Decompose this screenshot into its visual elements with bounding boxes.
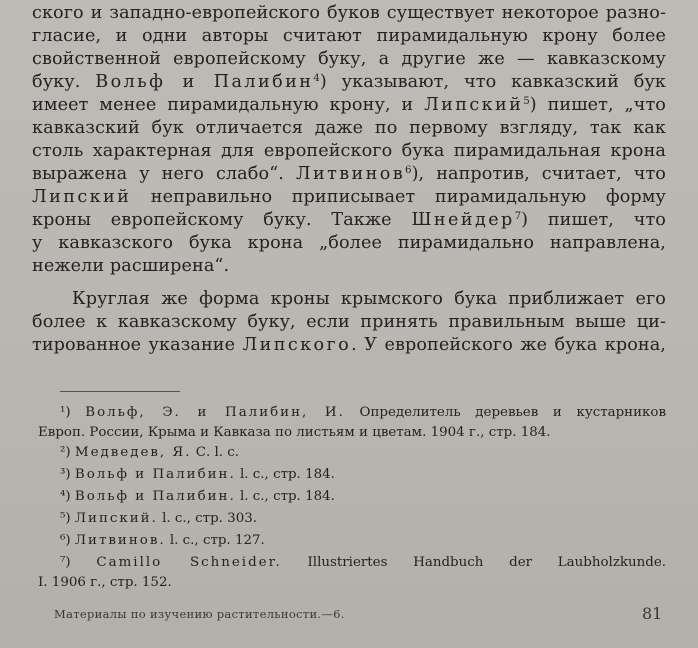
body-line: выражена у него слабо“. Литвинов$^6$), напротив, считает, что [32,164,666,184]
body-line: ского и западно-европейского буков существует некоторое разно- [32,3,666,23]
running-footer: Материалы по изучению растительности.—6. [54,607,345,621]
body-line: у кавказского бука крона „более пирамидально направлена, [32,233,666,253]
body-line: нежели расширена“. [32,256,230,276]
body-line: буку. Вольф и Палибин$^4$) указывают, что кавказский бук [32,72,667,92]
footnote: ⁶) Литвинов. l. c., стр. 127. [60,533,265,548]
author-name: Липский [32,187,132,207]
footnote: ¹) Вольф, Э. и Палибин, И. Определитель деревьев и кустарников [60,405,666,420]
footnote: ³) Вольф и Палибин. l. c., стр. 184. [60,467,335,482]
author-name: Шнейдер [411,210,515,230]
author-name: Литвинов [295,164,406,184]
body-line: гласие, и одни авторы считают пирамидальную крону более [32,26,666,46]
page-number: 81 [642,604,663,623]
author-name: Липского [242,335,352,355]
footnote: ⁵) Липский. l. c., стр. 303. [60,511,257,526]
body-line: тированное указание Липского. У европейского же бука крона, [32,335,666,355]
body-line: имеет менее пирамидальную крону, и Липский$^5$) пишет, „что [32,95,667,115]
body-line: свойственной европейскому буку, а другие же — кавказскому [32,49,666,69]
body-line: столь характерная для европейского бука пирамидальная крона [32,141,666,161]
footnote: ²) Медведев, Я. С. l. c. [60,445,240,460]
author-name: Липский [424,95,524,115]
footnote: I. 1906 г., стр. 152. [38,575,172,590]
body-line: Липский неправильно приписывает пирамидальную форму [32,187,666,207]
author-name: Вольф и Палибин [95,72,314,92]
body-line: Круглая же форма кроны крымского бука приближает его [72,289,666,309]
footnote-divider [60,391,180,392]
footnote: Европ. России, Крыма и Кавказа по листьям и цветам. 1904 г., стр. 184. [38,425,551,440]
footnote: ⁴) Вольф и Палибин. l. c., стр. 184. [60,489,335,504]
footnote: ⁷) Camillo Schneider. Illustriertes Handbuch der Laubholzkunde. [60,555,666,570]
body-line: кавказский бук отличается даже по первому взгляду, так как [32,118,666,138]
body-line: более к кавказскому буку, если принять правильным выше ци- [32,312,666,332]
body-line: кроны европейскому буку. Также Шнейдер$^7$) пишет, что [32,210,666,230]
